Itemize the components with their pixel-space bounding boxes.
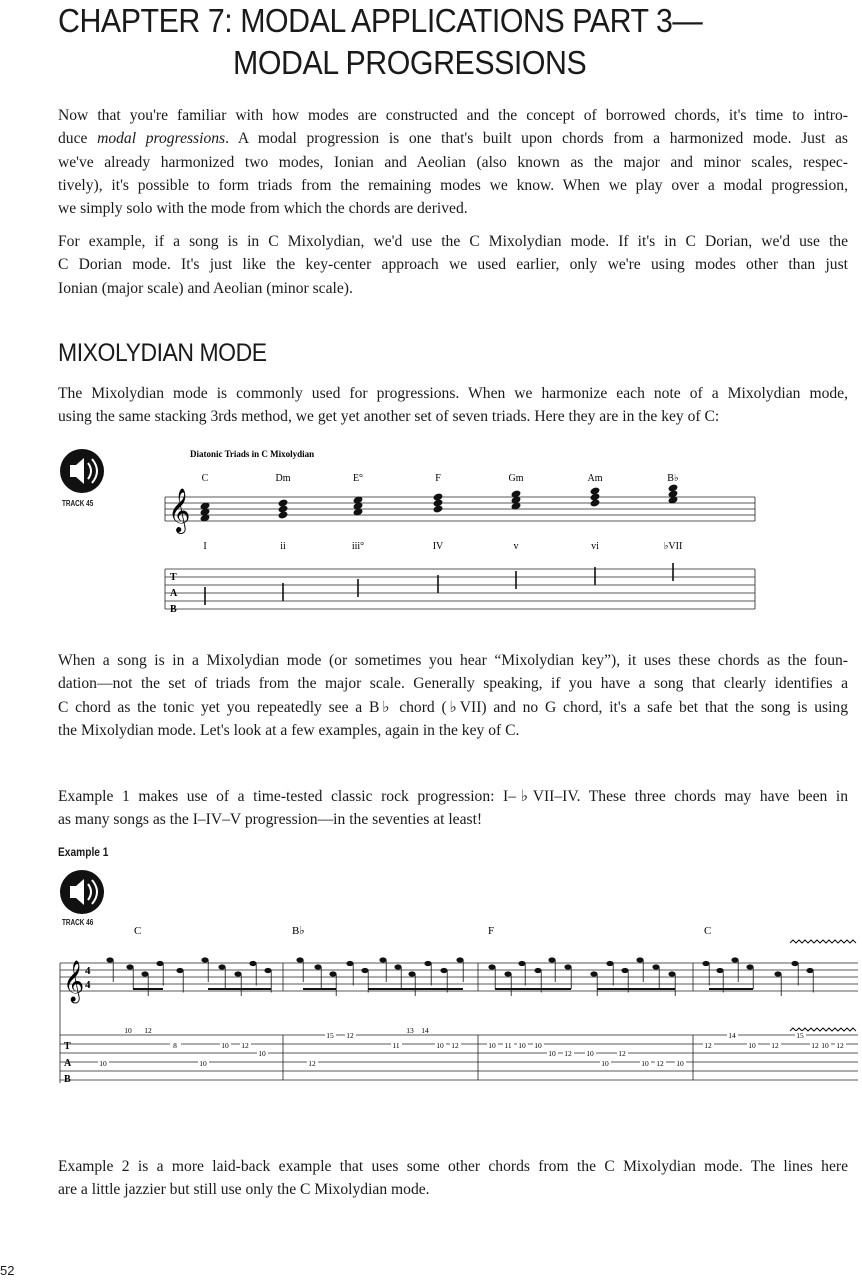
chord-name: Gm — [508, 473, 524, 484]
tab-number-text: 10 — [821, 1041, 829, 1050]
tab-number — [810, 1041, 821, 1050]
tab-clef — [170, 572, 178, 615]
note-head — [346, 961, 353, 966]
tab-number — [640, 1059, 651, 1068]
tab-lines — [165, 569, 755, 609]
text-line: Ionian (major scale) and Aeolian (minor scale). — [58, 279, 353, 297]
tab-number-text: 12 — [241, 1041, 249, 1050]
note-head — [379, 957, 386, 962]
chord-name: E° — [352, 473, 364, 484]
tab-number — [405, 1026, 416, 1035]
tab-number-text: 10 — [641, 1059, 649, 1068]
note-head — [746, 964, 753, 969]
treble-clef-icon: 𝄞 — [168, 490, 191, 532]
chord-name: C — [704, 925, 712, 937]
tab-number — [143, 1026, 154, 1035]
tab-number — [617, 1049, 628, 1058]
note-head — [156, 961, 163, 966]
tab-number-text: 12 — [656, 1059, 664, 1068]
note-head — [606, 961, 613, 966]
tab-number — [198, 1059, 209, 1068]
time-signature — [85, 965, 91, 991]
tab-number-text: 10 — [548, 1049, 556, 1058]
tab-number — [170, 1041, 181, 1050]
tab-number — [220, 1041, 231, 1050]
vibrato-marks — [790, 940, 856, 1031]
tab-number-text: 10 — [518, 1041, 526, 1050]
tab-number-text: 10 — [601, 1059, 609, 1068]
tab-number — [307, 1059, 318, 1068]
note-head — [806, 968, 813, 973]
track-46-label: TRACK 46 — [62, 918, 94, 927]
text-line: we simply solo with the mode from which the chords are derived. — [58, 200, 468, 218]
tab-number-text: 12 — [451, 1041, 459, 1050]
chord-name: Dm — [275, 473, 291, 484]
note-head — [424, 961, 431, 966]
speaker-icon[interactable] — [60, 449, 104, 493]
page-number: 52 — [0, 1263, 15, 1278]
tab-number — [600, 1059, 611, 1068]
roman-numeral: I — [203, 541, 207, 552]
tab-number — [770, 1041, 781, 1050]
tab-number — [795, 1031, 806, 1040]
chapter-title-line2: MODAL PROGRESSIONS — [233, 44, 587, 81]
tab-number-text: 10 — [534, 1041, 542, 1050]
tab-number-text: 12 — [308, 1059, 316, 1068]
note-head — [791, 961, 798, 966]
tab-number-text: 10 — [199, 1059, 207, 1068]
tab-number — [703, 1041, 714, 1050]
text-line: When a song is in a Mixolydian mode (or sometimes you hear “Mixolydian key”), it uses these chords as the foun- — [58, 652, 848, 669]
note-head — [106, 957, 113, 962]
text-line: Example 1 makes use of a time-tested classic rock progression: I–♭VII–IV. These three chords may have been in — [58, 788, 848, 805]
example-1-label: Example 1 — [58, 845, 109, 859]
note-head — [408, 971, 415, 976]
tab-number — [240, 1041, 251, 1050]
tab-number — [835, 1041, 846, 1050]
svg-text:4: 4 — [85, 965, 91, 977]
tab-number — [547, 1049, 558, 1058]
note-head — [774, 971, 781, 976]
tab-clef — [64, 1041, 72, 1085]
text-line: as many songs as the I–IV–V progression—in the seventies at least! — [58, 811, 483, 829]
note-head — [361, 968, 368, 973]
svg-text:A: A — [64, 1058, 72, 1069]
tab-number-text: 8 — [173, 1041, 177, 1050]
text-line: The Mixolydian mode is commonly used for progressions. When we harmonize each note of a Mixolydian mode, — [58, 385, 848, 402]
text-line: tively), it's possible to form triads from the remaining modes we know. When we play over a modal progression, — [58, 176, 848, 194]
tab-number — [257, 1049, 268, 1058]
chord-name: B♭ — [292, 925, 305, 937]
text-line: Now that you're familiar with how modes are constructed and the concept of borrowed chords, it's time to intro- — [58, 107, 848, 124]
text-line: duce modal progressions. A modal progression is one that's built upon chords from a harmonized mode. Just as — [58, 130, 849, 148]
chord-name: C — [201, 473, 209, 484]
note-head — [440, 968, 447, 973]
tab-number-text: 14 — [421, 1026, 429, 1035]
tab-number-text: 10 — [676, 1059, 684, 1068]
tab-number-text: 11 — [392, 1041, 400, 1050]
tab-number-text: 12 — [811, 1041, 819, 1050]
note-head — [433, 492, 444, 501]
tab-number — [435, 1041, 446, 1050]
roman-numeral: vi — [591, 541, 599, 552]
tab-number-text: 10 — [124, 1026, 132, 1035]
tab-number — [123, 1026, 134, 1035]
note-head — [731, 957, 738, 962]
note-head — [668, 971, 675, 976]
note-head — [702, 961, 709, 966]
note-head — [668, 483, 679, 492]
chord-name: F — [488, 925, 495, 937]
tab-number — [450, 1041, 461, 1050]
text-line: For example, if a song is in C Mixolydian, we'd use the C Mixolydian mode. If it's in C Dorian, we'd use the — [58, 233, 848, 250]
tab-number-text: 10 — [748, 1041, 756, 1050]
tab-number-text: 15 — [326, 1031, 334, 1040]
tab-number-text: 12 — [704, 1041, 712, 1050]
text-line: using the same stacking 3rds method, we get yet another set of seven triads. Here they are in the key of C: — [58, 408, 720, 426]
speaker-icon[interactable] — [60, 870, 104, 914]
tab-number — [820, 1041, 831, 1050]
note-head — [590, 971, 597, 976]
chapter-title-line1: CHAPTER 7: MODAL APPLICATIONS PART 3— — [58, 2, 703, 39]
note-head — [621, 968, 628, 973]
note-head — [652, 964, 659, 969]
note-head — [590, 486, 601, 495]
roman-numeral: IV — [432, 541, 444, 552]
tab-number — [420, 1026, 431, 1035]
tab-number — [517, 1041, 528, 1050]
tab-number-text: 11 — [504, 1041, 512, 1050]
tab-number-text: 12 — [618, 1049, 626, 1058]
tab-number-text: 10 — [436, 1041, 444, 1050]
note-head — [249, 961, 256, 966]
treble-clef-icon: 𝄞 — [63, 961, 85, 1001]
note-head — [518, 961, 525, 966]
tab-number-text: 12 — [771, 1041, 779, 1050]
tab-number-text: 10 — [99, 1059, 107, 1068]
tab-number-text: 10 — [488, 1041, 496, 1050]
text-line: dation—not the set of triads from the major scale. Generally speaking, if you have a song that clearly identifies a — [58, 675, 848, 693]
tab-number — [727, 1031, 738, 1040]
chord-names — [202, 473, 679, 484]
tab-number-text: 12 — [564, 1049, 572, 1058]
chord-name: C — [134, 925, 142, 937]
roman-numerals — [203, 541, 682, 552]
section-heading: MIXOLYDIAN MODE — [58, 339, 267, 367]
roman-numeral: v — [513, 541, 519, 552]
text-line: we've already harmonized two modes, Ionian and Aeolian (also known as the major and minor scales, respec- — [58, 153, 848, 171]
note-head — [504, 971, 511, 976]
tab-number-text: 10 — [258, 1049, 266, 1058]
note-head — [534, 968, 541, 973]
tab-number — [391, 1041, 402, 1050]
tab-number — [503, 1041, 514, 1050]
tab-number — [345, 1031, 356, 1040]
italic-term: modal progressions — [97, 130, 226, 148]
note-head — [548, 957, 555, 962]
note-head — [329, 971, 336, 976]
note-head — [264, 968, 271, 973]
tab-number — [98, 1059, 109, 1068]
svg-text:A: A — [170, 588, 178, 599]
note-head — [636, 957, 643, 962]
note-head — [278, 498, 289, 507]
tab-number-text: 13 — [406, 1026, 414, 1035]
tab-number-text: 10 — [221, 1041, 229, 1050]
tab-number — [563, 1049, 574, 1058]
note-head — [564, 964, 571, 969]
tab-number — [747, 1041, 758, 1050]
chord-name: F — [435, 473, 441, 484]
note-head — [201, 957, 208, 962]
text-line: the Mixolydian mode. Let's look at a few examples, again in the key of C. — [58, 721, 520, 739]
track-45-label: TRACK 45 — [62, 499, 94, 508]
tab-number-text: 12 — [144, 1026, 152, 1035]
tab-number-text: 15 — [796, 1031, 804, 1040]
tab-number — [533, 1041, 544, 1050]
tab-number — [325, 1031, 336, 1040]
tab-number-text: 12 — [346, 1031, 354, 1040]
chord-name: B♭ — [667, 473, 679, 484]
tab-number — [585, 1049, 596, 1058]
tab-number-text: 12 — [836, 1041, 844, 1050]
note-head — [234, 971, 241, 976]
tab-number-text: 10 — [586, 1049, 594, 1058]
chord-name: Am — [587, 473, 603, 484]
svg-text:T: T — [170, 572, 177, 583]
roman-numeral: ii — [280, 541, 286, 552]
note-head — [141, 971, 148, 976]
note-head — [218, 964, 225, 969]
note-head — [314, 964, 321, 969]
roman-numeral: ♭VII — [663, 541, 683, 552]
example-chord-names — [134, 925, 711, 937]
svg-text:B: B — [64, 1074, 71, 1085]
roman-numeral: iii° — [351, 541, 365, 552]
note-head — [488, 964, 495, 969]
note-head — [394, 964, 401, 969]
tab-number-text: 14 — [728, 1031, 736, 1040]
figure-title: Diatonic Triads in C Mixolydian — [190, 449, 315, 459]
svg-text:T: T — [64, 1041, 71, 1052]
text-line: Example 2 is a more laid-back example that uses some other chords from the C Mixolydian mode. The lines here — [58, 1158, 848, 1175]
tab-number — [675, 1059, 686, 1068]
staff-lines — [165, 497, 755, 521]
text-line: C Dorian mode. It's just like the key-center approach we used earlier, only we're using modes other than just — [58, 256, 848, 274]
text-line: C chord as the tonic yet you repeatedly see a B♭ chord (♭VII) and no G chord, it's a safe bet that the song is using — [58, 698, 848, 716]
note-head — [176, 968, 183, 973]
tab-number — [655, 1059, 666, 1068]
svg-text:4: 4 — [85, 979, 91, 991]
note-head — [716, 968, 723, 973]
tab-number — [487, 1041, 498, 1050]
text-line: are a little jazzier but still use only the C Mixolydian mode. — [58, 1181, 430, 1199]
note-head — [296, 957, 303, 962]
note-head — [126, 964, 133, 969]
note-head — [456, 957, 463, 962]
svg-text:B: B — [170, 604, 177, 615]
